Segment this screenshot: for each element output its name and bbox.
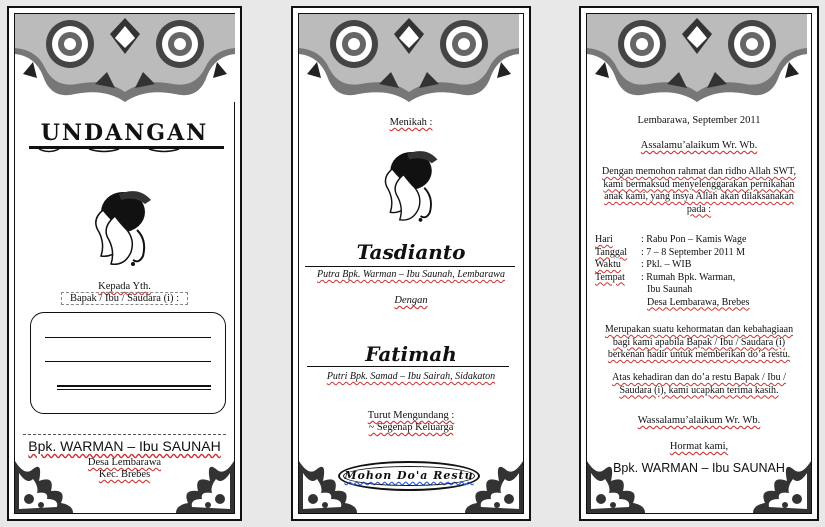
honor-paragraph	[581, 324, 817, 362]
intro-line: pada :	[686, 203, 712, 215]
segenap-keluarga	[293, 421, 529, 434]
divider	[305, 266, 515, 267]
groom-parents-text: Putra Bpk. Warman – Ibu Saunah, Lembarawa	[317, 269, 505, 280]
segenap-keluarga-text: ~ Segenap Keluarga	[368, 422, 454, 433]
honor-line: bagi kami apabila Bapak / Ibu / Saudara (i)	[612, 336, 786, 348]
corner-ornament-icon	[465, 451, 523, 513]
intro-line: kami bermaksud menyelenggarakan pernikahan	[603, 178, 795, 190]
corner-ornament-icon	[176, 451, 234, 513]
corner-ornament-icon	[753, 451, 811, 513]
floral-arch-icon	[299, 14, 519, 102]
thanks-line: Saudara (i), kami ucapkan terima kasih.	[619, 384, 779, 396]
bride-parents	[293, 370, 529, 383]
bride-parents-text: Putri Bpk. Samad – Ibu Sairah, Sidakaton	[326, 371, 496, 382]
couple-panel	[291, 6, 531, 521]
recipient-label-text: Bapak / Ibu / Saudara (i) :	[61, 292, 188, 305]
divider	[307, 366, 509, 367]
intro-line: Dengan memohon rahmat dan ridho Allah SWT,	[602, 166, 796, 177]
thanks-line: Atas kehadiran dan do’a restu Bapak / Ibu /	[612, 372, 786, 383]
detail-row-tanggal: Tanggal : 7 – 8 September 2011 M	[595, 246, 746, 258]
host-district-text: Kec. Brebes	[98, 469, 151, 480]
groom-parents	[293, 268, 529, 281]
thanks-paragraph	[581, 372, 817, 397]
place-extra-1: Ibu Saunah	[647, 284, 693, 295]
wayang-portrait-icon	[89, 180, 159, 272]
groom-name: Tasdianto	[356, 240, 466, 264]
address-line	[45, 337, 211, 338]
place-date: Lembarawa, September 2011	[637, 115, 761, 126]
detail-row-waktu: Waktu : Pkl. – WIB	[595, 259, 692, 270]
menikah-label	[293, 116, 529, 129]
divider	[23, 434, 226, 435]
turut-mengundang-text: Turut Mengundang :	[367, 410, 455, 421]
conjunction-text: Dengan	[394, 295, 428, 306]
address-line	[57, 385, 211, 387]
cover-panel	[7, 6, 242, 521]
event-details	[595, 234, 749, 309]
kepada-yth-label: Kepada Yth.	[98, 281, 151, 292]
signature: Bpk. WARMAN – Ibu SAUNAH	[613, 461, 785, 475]
greeting	[581, 139, 817, 152]
host-name-text: Bpk. WARMAN – Ibu SAUNAH	[28, 438, 221, 454]
floral-arch-icon	[587, 14, 807, 102]
honor-line: Merupakan suatu kehormatan dan kebahagiaan	[604, 324, 794, 335]
honor-line: berkenan hadir untuk memberikan do’a restu.	[607, 349, 791, 360]
recipient-label	[9, 292, 240, 305]
corner-ornament-icon	[299, 451, 357, 513]
doa-restu-text: Mohon Do'a Restu	[344, 469, 474, 482]
details-panel	[579, 6, 819, 521]
address-line	[57, 389, 211, 390]
address-line	[45, 361, 211, 362]
closing-text: Wassalamu’alaikum Wr. Wb.	[637, 415, 761, 426]
host-village-text: Desa Lembarawa	[87, 457, 162, 468]
bride-name: Fatimah	[365, 342, 457, 366]
corner-ornament-icon	[587, 451, 645, 513]
floral-arch-icon	[15, 14, 235, 102]
address-box	[30, 312, 226, 414]
detail-row-tempat: Tempat : Rumah Bpk. Warman,	[595, 271, 736, 283]
invitation-title	[29, 120, 220, 154]
detail-row-hari: Hari : Rabu Pon – Kamis Wage	[595, 234, 747, 245]
place-extra-2: Desa Lembarawa, Brebes	[647, 296, 750, 308]
doa-restu-stamp	[338, 461, 480, 491]
conjunction	[293, 294, 529, 307]
intro-line: anak kami, yang insya Allah akan dilaksanakan	[604, 191, 794, 202]
greeting-text: Assalamu’alaikum Wr. Wb.	[640, 140, 758, 151]
closing	[581, 414, 817, 427]
menikah-label-text: Menikah :	[389, 117, 433, 128]
invitation-title-text: UNDANGAN	[40, 120, 209, 146]
wayang-portrait-icon	[379, 140, 445, 228]
intro-paragraph	[581, 166, 817, 216]
corner-ornament-icon	[15, 451, 73, 513]
regards-text: Hormat kami,	[669, 441, 729, 452]
